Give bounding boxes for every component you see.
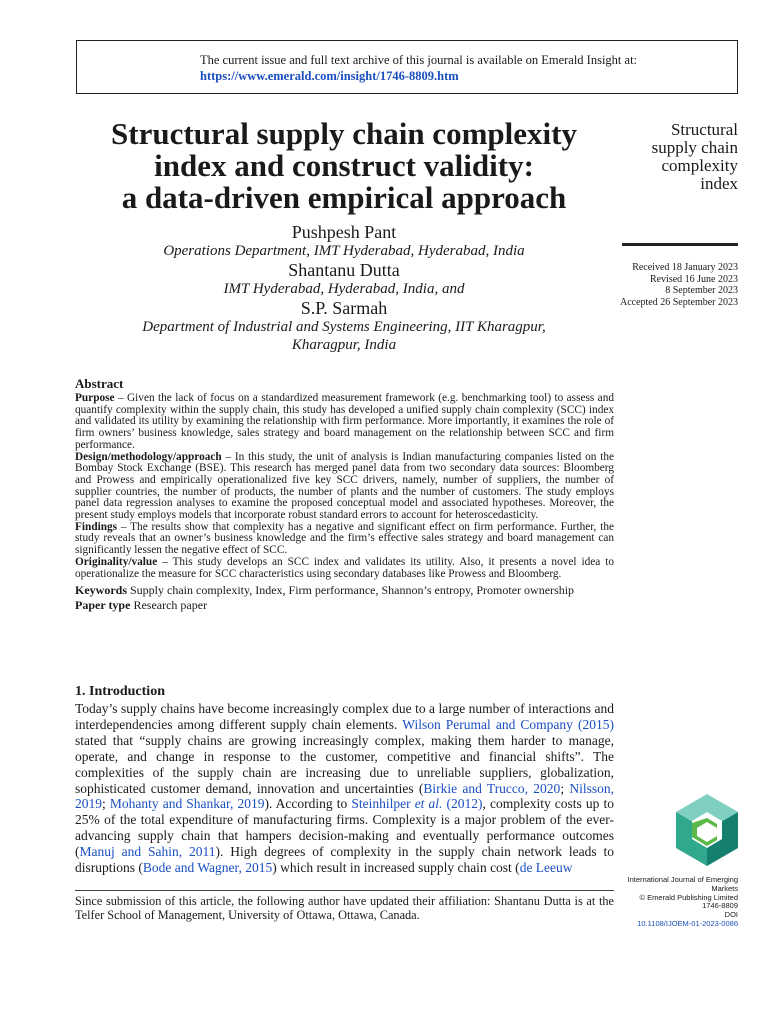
citation-link[interactable]: Nilsson, 2019 [75,780,614,812]
running-head-line: complexity [661,156,738,175]
footnote-rule [75,890,614,891]
journal-info [608,876,738,929]
running-head [588,121,738,193]
title-line-1: Structural supply chain complexity [111,116,577,151]
abstract-design [75,452,614,522]
body-text: ) which result in increased supply chain cost ( [272,860,520,876]
sidebar-rule [622,243,738,246]
originality-label: Originality/value [75,555,158,568]
citation-etal: et al. [414,796,443,812]
paper-type-text: Research paper [130,598,208,613]
purpose-text: – Given the lack of focus on a standardized measurement framework (e.g. benchmarking tool) to assess and quantify complexity within the supply chain, this study has developed a unified supply chain complexity (SCC) index and validated its utility by examining the relationship with firm performance. More importantly, it examines the role of firm owners’ business knowledge, sales strategy and board management on the relationship between SCC and firm performance. [75,392,614,451]
author-block [70,222,618,354]
archive-notice: The current issue and full text archive of this journal is available on Emerald Insight at: [200,53,638,67]
keywords [75,583,614,598]
date-revised: Revised 16 June 2023 [649,273,738,285]
running-head-line: index [700,174,738,193]
doi-line [608,911,738,929]
keywords-text: Supply chain complexity, Index, Firm performance, Shannon’s entropy, Promoter ownership [127,583,575,598]
doi-label: DOI [724,910,738,920]
citation-link[interactable] [351,796,482,811]
body-text: stated that “supply chains are growing increasingly complex, making them harder to manage, operate, and change in response to the customer, competitive and financial shifts”. The complexities of the supply chain are increasing due to unreliable suppliers, globalization, sophisticated customer demand, innovation and uncertainties ( [75,732,614,796]
abstract-findings [75,522,614,557]
abstract-purpose [75,393,614,452]
date-revised-2: 8 September 2023 [665,285,738,296]
issn: 1746-8809 [702,901,738,911]
findings-label: Findings [75,520,118,533]
body-text: Today’s supply chains have become increasingly complex due to a large number of interactions and interdependencies among different supply chain elements. [75,701,614,732]
body-text: , complexity costs up to 25% of the total expenditure of manufacturing firms. Complexity is a major problem of the ever-advancing supply chain that hampers decision-making and eventually performance outcomes ( [75,796,614,860]
originality-text: – This study develops an SCC index and validates its utility. Also, it presents a novel idea to operationalize the measure for SCC characteristics using secondary databases like Prowess and Bloomberg. [75,555,614,580]
emerald-logo-icon [676,794,738,866]
purpose-label: Purpose [75,392,115,404]
body-text: ). According to [264,796,352,812]
author-affiliation-cont: Kharagpur, India [291,337,397,353]
body-text: ; [102,796,110,812]
citation-link[interactable]: Mohanty and Shankar, 2019 [109,796,265,812]
running-head-line: Structural [670,120,738,139]
affiliation-footnote: Since submission of this article, the following author have updated their affiliation: Shantanu Dutta is at the Telfer School of Management, University of Ottawa, Ottawa, Canada. [75,894,614,922]
date-accepted: Accepted 26 September 2023 [619,296,738,308]
abstract-originality [75,557,614,580]
author-affiliation: IMT Hyderabad, Hyderabad, India, and [223,281,465,297]
introduction-heading: 1. Introduction [75,684,165,699]
doi-link[interactable]: 10.1108/IJOEM-01-2023-0086 [637,918,738,928]
citation-link[interactable]: Birkie and Trucco, 2020 [423,780,561,796]
design-label: Design/methodology/approach [75,450,222,463]
article-dates [620,262,738,308]
journal-url-link[interactable]: https://www.emerald.com/insight/1746-8809.htm [200,69,459,83]
keywords-label: Keywords [75,583,127,598]
article-title [70,118,618,214]
running-head-line: supply chain [651,138,738,157]
paper-type [75,598,614,613]
publisher: © Emerald Publishing Limited [639,892,738,902]
design-text: – In this study, the unit of analysis is Indian manufacturing companies listed on the Bombay Stock Exchange (BSE). This research has merged panel data from two secondary data sources: Bloomberg and Prowess and empirically operationalized five key SCC drivers, namely, number of suppliers, the number of supplier countries, the number of products, the number of plants and the number of customers. The study employs panel data regression analyses to examine the proposed conceptual model and associated hypotheses. Moreover, the present study employs models that incorporate robust standard errors to account for heteroscedasticity. [75,450,614,522]
archive-banner [76,40,738,94]
introduction-section [75,684,614,876]
author-affiliation: Operations Department, IMT Hyderabad, Hyderabad, India [163,243,525,259]
title-line-2: index and construct validity: [154,148,534,183]
author-affiliation: Department of Industrial and Systems Engineering, IIT Kharagpur, [142,319,546,335]
title-line-3: a data-driven empirical approach [121,180,567,215]
abstract [75,376,614,613]
citation-author: Steinhilper [351,796,415,812]
paper-type-label: Paper type [75,598,131,613]
body-text: ; [560,780,570,796]
citation-link[interactable]: Wilson Perumal and Company (2015) [402,716,614,732]
abstract-heading: Abstract [75,376,124,391]
citation-link[interactable]: Manuj and Sahin, 2011 [79,844,216,860]
body-text: ). High degrees of complexity in the supply chain network leads to disruptions ( [75,844,614,876]
author-name: Pushpesh Pant [291,222,397,242]
citation-link[interactable]: de Leeuw [519,860,573,876]
citation-link[interactable]: Bode and Wagner, 2015 [142,860,273,876]
author-name: S.P. Sarmah [300,298,388,318]
date-received: Received 18 January 2023 [632,262,738,273]
author-name: Shantanu Dutta [288,260,400,280]
findings-text: – The results show that complexity has a negative and significant effect on firm performance. Further, the study reveals that an owner’s business knowledge and the firm’s effective sales strategy and board management can significantly lessen the negative effect of SCC. [75,520,614,557]
introduction-paragraph [75,701,614,876]
citation-year: (2012) [442,796,483,812]
journal-name: International Journal of Emerging [627,875,738,884]
journal-name-cont: Markets [711,883,738,893]
